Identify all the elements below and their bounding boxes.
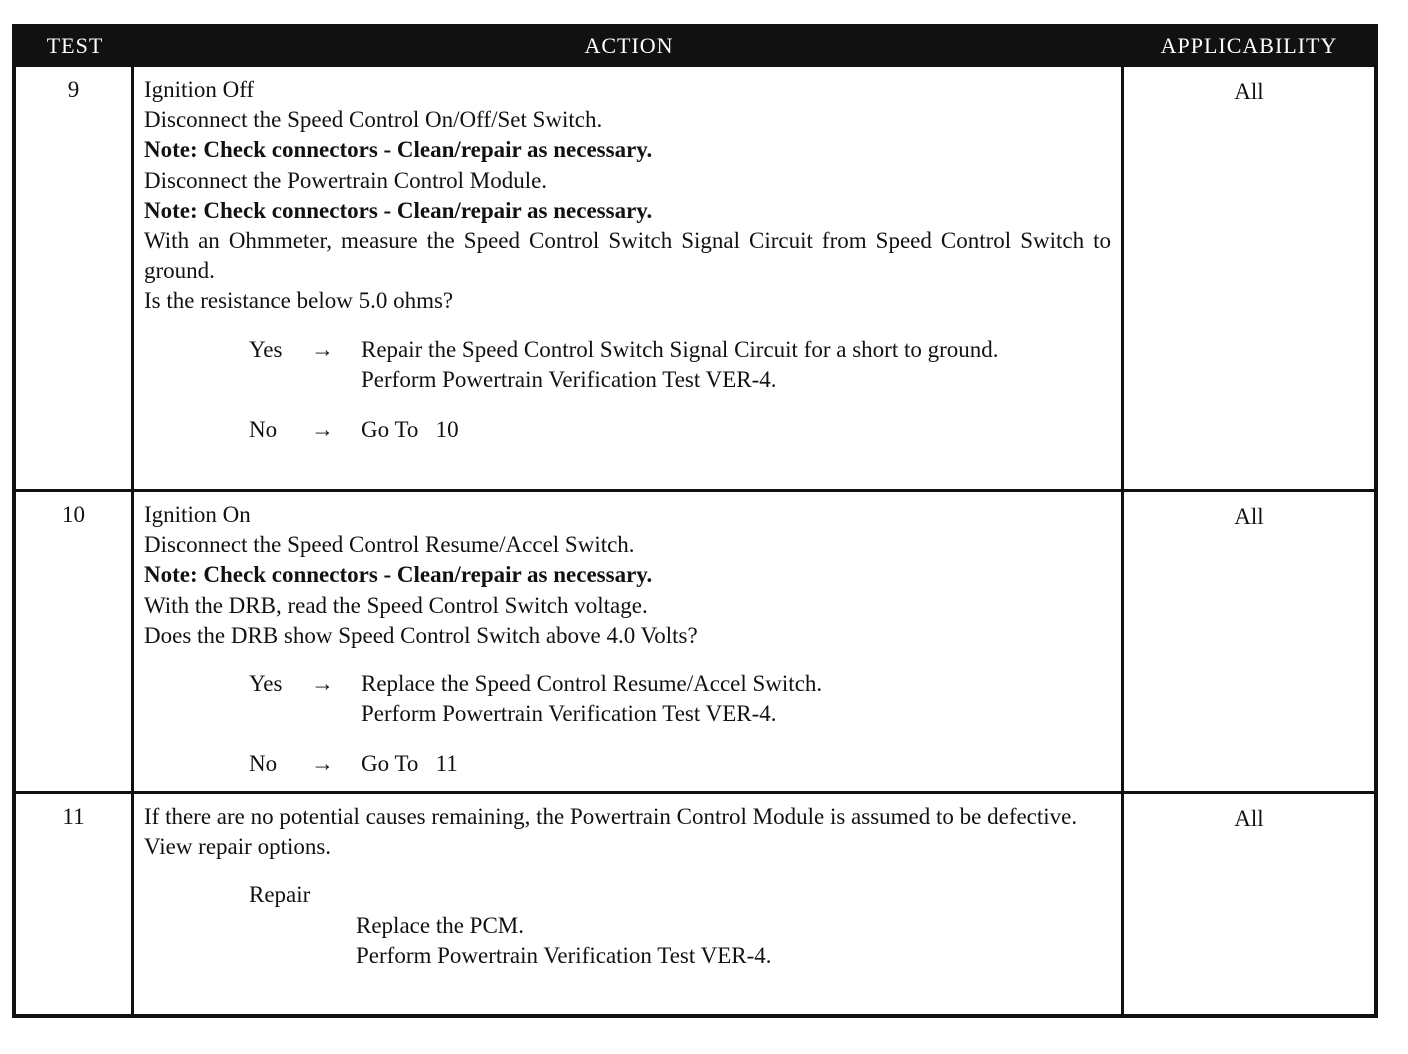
applicability-cell: All (1234, 806, 1264, 831)
yes-result-line: Replace the Speed Control Resume/Accel Switch. (361, 671, 823, 697)
question-line: Does the DRB show Speed Control Switch above 4.0 Volts? (144, 622, 698, 648)
header-action: ACTION (584, 33, 674, 58)
test-number: 10 (16, 492, 134, 791)
yes-result (361, 669, 1111, 729)
repair-step: Perform Powertrain Verification Test VER-4. (356, 942, 772, 968)
action-line: If there are no potential causes remaining, the Powertrain Control Module is assumed to be defective. (144, 804, 1078, 829)
table-header (16, 28, 1374, 64)
action-line: View repair options. (144, 834, 332, 860)
header-test: TEST (46, 33, 104, 58)
test-number: 11 (16, 794, 134, 1014)
yes-result-line: Perform Powertrain Verification Test VER-4. (361, 366, 777, 392)
action-line: Disconnect the Speed Control On/Off/Set Switch. (144, 107, 603, 133)
table-row-test-11 (16, 791, 1374, 1014)
yes-label: Yes (249, 336, 283, 362)
action-line: Ignition On (144, 502, 251, 527)
action-line: With an Ohmmeter, measure the Speed Control Switch Signal Circuit from Speed Control Switch to ground. (144, 228, 1111, 284)
no-outcome (144, 749, 1111, 779)
yes-outcome (144, 669, 1111, 729)
no-outcome (144, 415, 1111, 445)
no-label: No (249, 751, 278, 777)
applicability-cell: All (1234, 79, 1264, 104)
yes-result-line: Repair the Speed Control Switch Signal Circuit for a short to ground. (361, 336, 999, 362)
diagnostic-table (12, 24, 1378, 1018)
yes-result (361, 335, 1111, 395)
action-cell (134, 492, 1124, 791)
right-arrow-icon: → (311, 751, 334, 777)
question-line: Is the resistance below 5.0 ohms? (144, 288, 454, 314)
no-result: Go To 10 (361, 417, 459, 443)
no-result: Go To 11 (361, 751, 458, 777)
note-line: Note: Check connectors - Clean/repair as necessary. (144, 197, 653, 223)
table-row-test-10 (16, 489, 1374, 791)
action-line: Disconnect the Speed Control Resume/Accel Switch. (144, 532, 635, 558)
action-cell (134, 794, 1124, 1014)
table-row-test-9 (16, 64, 1374, 489)
action-line: Ignition Off (144, 77, 255, 102)
repair-label: Repair (249, 882, 311, 908)
right-arrow-icon: → (311, 336, 334, 362)
header-applicability: APPLICABILITY (1160, 33, 1338, 58)
repair-step: Replace the PCM. (356, 912, 524, 938)
action-cell (134, 67, 1124, 489)
no-label: No (249, 417, 278, 443)
test-number: 9 (16, 67, 134, 489)
note-line: Note: Check connectors - Clean/repair as necessary. (144, 562, 653, 588)
yes-outcome (144, 335, 1111, 395)
applicability-cell: All (1234, 504, 1264, 529)
yes-result-line: Perform Powertrain Verification Test VER-4. (361, 701, 777, 727)
note-line: Note: Check connectors - Clean/repair as necessary. (144, 137, 653, 163)
yes-label: Yes (249, 671, 283, 697)
action-line: With the DRB, read the Speed Control Switch voltage. (144, 592, 648, 618)
action-line: Disconnect the Powertrain Control Module. (144, 167, 548, 193)
right-arrow-icon: → (311, 671, 334, 697)
right-arrow-icon: → (311, 417, 334, 443)
repair-steps (144, 911, 1111, 971)
